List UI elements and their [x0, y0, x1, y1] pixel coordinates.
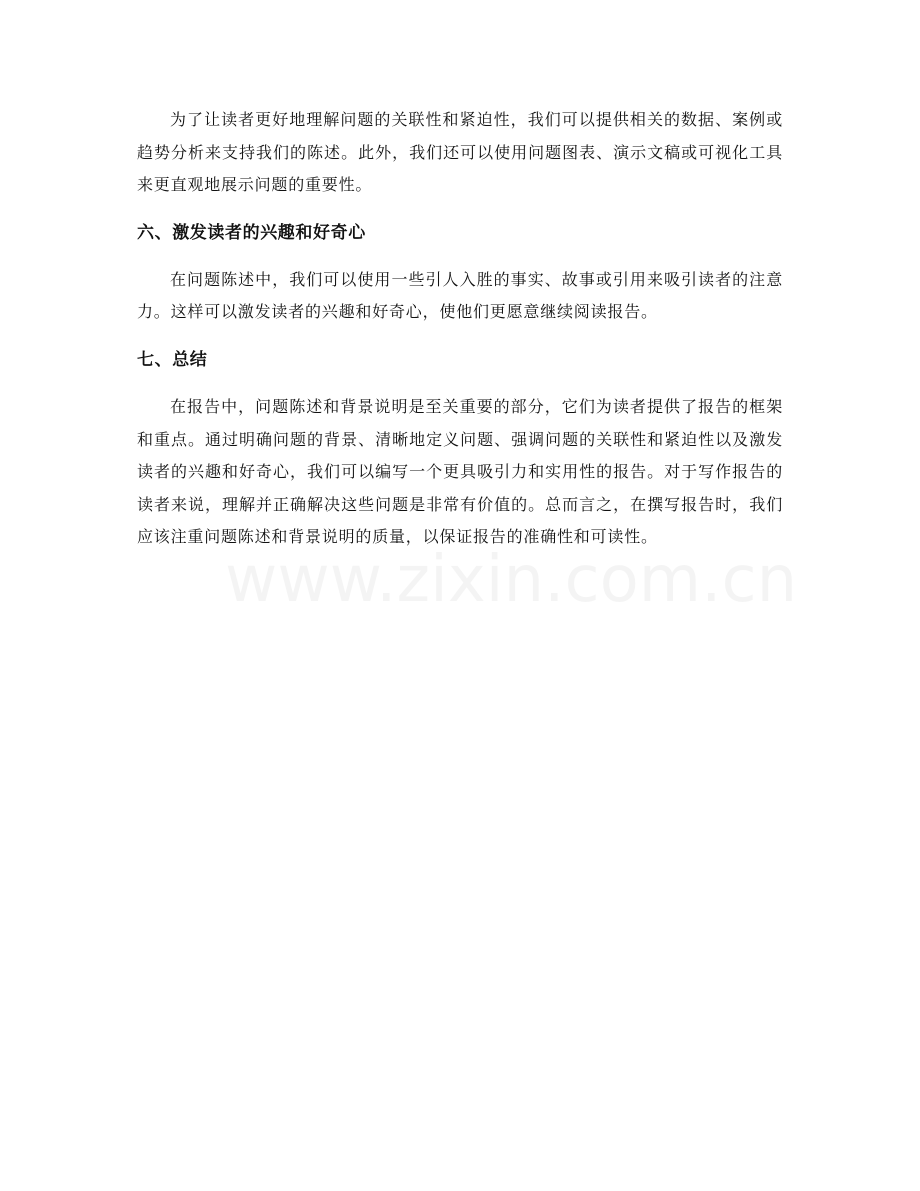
- paragraph-relevance: 为了让读者更好地理解问题的关联性和紧迫性，我们可以提供相关的数据、案例或趋势分析来支持我们的陈述。此外，我们还可以使用问题图表、演示文稿或可视化工具来更直观地展示问题的重要性。: [137, 110, 783, 195]
- paragraph-interest: 在问题陈述中，我们可以使用一些引人入胜的事实、故事或引用来吸引读者的注意力。这样可以激发读者的兴趣和好奇心，使他们更愿意继续阅读报告。: [137, 269, 783, 322]
- section-heading-6: 六、激发读者的兴趣和好奇心: [137, 222, 366, 243]
- paragraph-summary: 在报告中，问题陈述和背景说明是至关重要的部分，它们为读者提供了报告的框架和重点。通过明确问题的背景、清晰地定义问题、强调问题的关联性和紧迫性以及激发读者的兴趣和好奇心，我们可以编写一个更具吸引力和实用性的报告。对于写作报告的读者来说，理解并正确解决这些问题是非常有价值的。总而言之，在撰写报告时，我们应该注重问题陈述和背景说明的质量，以保证报告的准确性和可读性。: [137, 396, 783, 547]
- section-heading-7: 七、总结: [137, 349, 208, 370]
- document-body: [137, 104, 783, 554]
